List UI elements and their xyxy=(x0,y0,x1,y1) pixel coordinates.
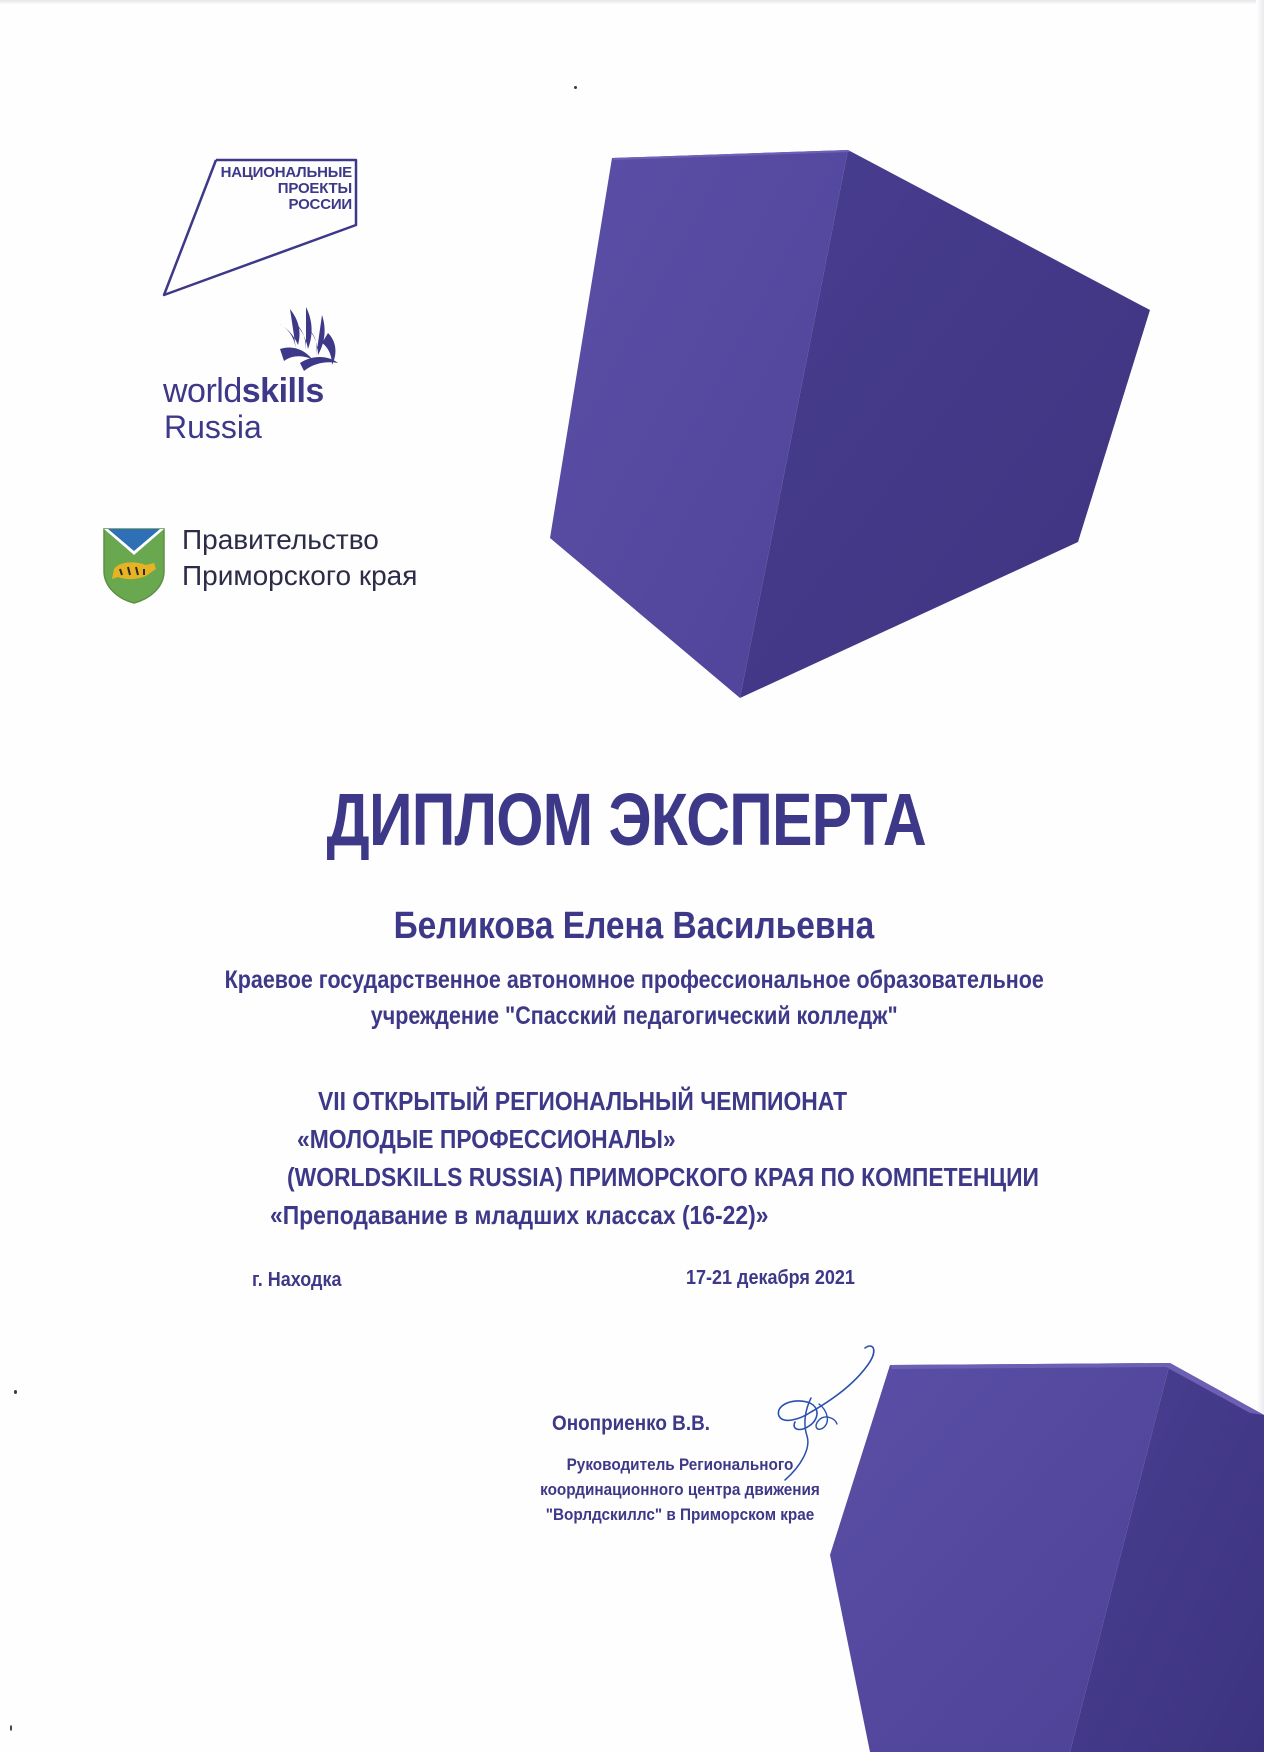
championship-line: «Преподавание в младших классах (16-22)» xyxy=(270,1200,769,1230)
championship-line: VII ОТКРЫТЫЙ РЕГИОНАЛЬНЫЙ ЧЕМПИОНАТ xyxy=(318,1086,848,1116)
worldskills-country: Russia xyxy=(164,409,262,445)
decorative-cube-large xyxy=(490,150,1160,710)
government-text xyxy=(182,522,417,594)
signer-name: Оноприенко В.В. xyxy=(552,1412,710,1435)
organization xyxy=(177,962,1092,1034)
worldskills-flame-icon xyxy=(272,305,344,377)
scan-speck xyxy=(10,1725,12,1731)
event-city: г. Находка xyxy=(252,1269,342,1291)
national-projects-line: РОССИИ xyxy=(288,196,352,213)
scan-speck xyxy=(574,86,577,89)
signer-role-line: "Ворлдскиллс" в Приморском крае xyxy=(545,1505,815,1524)
primorye-coat-of-arms-icon xyxy=(100,525,168,605)
government-line: Правительство xyxy=(182,524,379,555)
organization-line: Краевое государственное автономное профессиональное образовательное xyxy=(224,966,1044,994)
worldskills-word-bold: skills xyxy=(241,372,324,410)
worldskills-wordmark xyxy=(163,373,324,409)
signer-role-line: координационного центра движения xyxy=(540,1480,820,1499)
recipient-name: Беликова Елена Васильевна xyxy=(393,905,875,947)
national-projects-line: НАЦИОНАЛЬНЫЕ xyxy=(220,164,352,181)
organization-line: учреждение "Спасский педагогический колледж" xyxy=(370,1002,898,1030)
championship-line: «МОЛОДЫЕ ПРОФЕССИОНАЛЫ» xyxy=(297,1124,676,1154)
scan-speck xyxy=(14,1390,17,1394)
worldskills-word-light: world xyxy=(163,372,242,410)
handwritten-signature xyxy=(755,1340,880,1485)
national-projects-text xyxy=(200,165,352,213)
diploma-title: ДИПЛОМ ЭКСПЕРТА xyxy=(326,778,926,861)
event-dates: 17-21 декабря 2021 xyxy=(686,1267,855,1289)
championship-line: (WORLDSKILLS RUSSIA) ПРИМОРСКОГО КРАЯ ПО КОМПЕТЕНЦИИ xyxy=(287,1162,1040,1192)
scan-edge-top xyxy=(0,0,1264,5)
government-line: Приморского края xyxy=(182,560,418,591)
national-projects-line: ПРОЕКТЫ xyxy=(277,180,352,197)
signer-role-line: Руководитель Регионального xyxy=(566,1455,794,1474)
